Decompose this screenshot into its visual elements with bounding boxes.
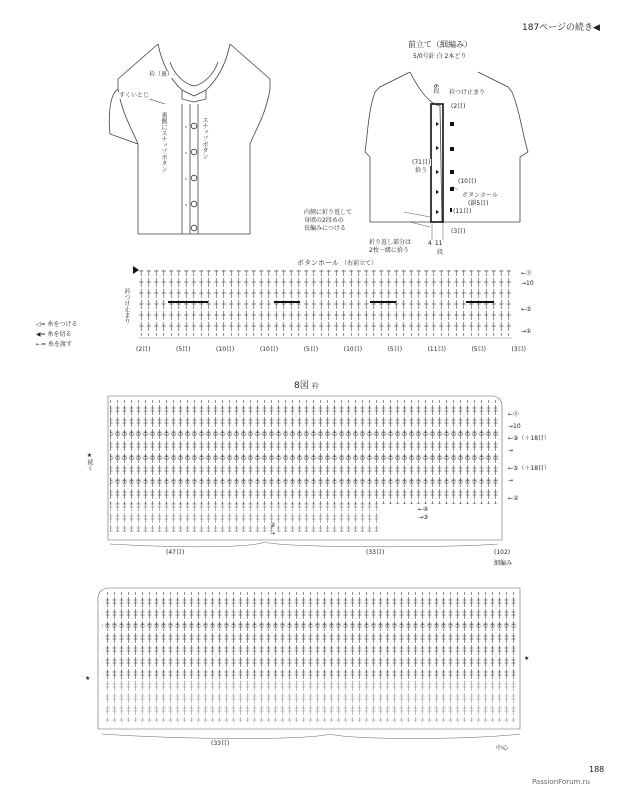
fb-bottom-11: 11 [434, 240, 443, 247]
front-band-diagram [340, 62, 540, 252]
fig8b-left-marker: ★ [85, 675, 91, 682]
bh-right-rows [521, 270, 534, 335]
cut-yarn-icon: ◀ [36, 331, 41, 338]
fig8-inner-rows [418, 506, 428, 521]
fb-rows71-1: (71目) [412, 159, 431, 166]
legend-attach [36, 321, 78, 328]
fig8-bottom-right: (102) [494, 549, 511, 556]
fb-buttonhole-1: ボタンホール [462, 192, 498, 199]
fb-rows71-2: 拾う [415, 167, 428, 174]
bh-row-10: →10 [521, 280, 534, 287]
fb-bottom-4: 4 [428, 240, 432, 247]
fig8-segment-47: (47目) [166, 549, 185, 556]
figure8-title [294, 378, 319, 391]
fb-start-label: 衿つけ止まり [449, 89, 486, 96]
bh-seg: (3目) [511, 346, 526, 353]
fb-overlap-2: 2枚一緒に拾う [369, 247, 409, 254]
fb-row11: (11目) [453, 208, 472, 215]
fb-overlap-1: 折り返し部分は [369, 239, 412, 246]
bh-seg: (10目) [343, 346, 363, 353]
vest-diagram [100, 34, 280, 244]
buttonhole-note: （右前立て） [341, 260, 378, 267]
continued-header [522, 24, 600, 32]
fig8-row: ←⑨（＋18目） [508, 435, 551, 442]
fig8-inner-rows-2 [270, 522, 275, 537]
buttonhole-title-text: ボタンホール [297, 259, 339, 267]
bh-seg: (5目) [303, 346, 319, 353]
fig8-segment-33: (33目) [366, 549, 385, 556]
collar-chart [100, 392, 515, 552]
carry-yarn-icon: ⇠ [36, 341, 42, 348]
scoop-label: すくいとじ [119, 92, 150, 99]
hook-size: 5/0号針 [413, 53, 435, 60]
fb-bottom-counts [428, 240, 442, 247]
bh-left-vertical: 衿つけ止まり [123, 288, 130, 324]
fig8-right-rows [508, 411, 550, 502]
fig8-inner-row: → [270, 530, 276, 537]
fig8-row: ←② [508, 495, 519, 502]
bh-row-1: →① [521, 328, 532, 335]
legend [36, 321, 78, 348]
fig8b-bottom-segment: (33目) [211, 740, 230, 747]
bh-seg: (5目) [387, 346, 403, 353]
snap-front-label: スナップボタン [201, 117, 208, 159]
figure8-subtitle: 衿 [311, 382, 319, 390]
fig8-left-side: ★続く [86, 452, 93, 471]
buttonhole-chart [130, 266, 525, 346]
bh-seg: (10目) [216, 346, 235, 353]
fb-row3: (3目) [451, 228, 466, 235]
fig8-inner-row: →③ [418, 514, 429, 521]
front-band-title: 前立て（細編み） [408, 40, 472, 49]
fig8-row: →10 [508, 423, 521, 430]
front-band-tools [413, 53, 466, 60]
bh-seg: (10目) [259, 346, 279, 353]
snap-back-label: 裏側にスナップボタン [160, 112, 167, 172]
fb-fold-2: 身頃の2段めの [304, 217, 344, 224]
bh-seg: (2目) [136, 346, 151, 353]
fb-row2: (2目) [451, 103, 466, 110]
legend-text: = 糸を切る [40, 331, 72, 338]
fb-fold-3: 長編みにつける [304, 225, 346, 232]
fig8-row: ←⑤（＋18目） [508, 465, 551, 472]
fb-row10: (10目) [458, 178, 477, 185]
bh-row-5: ←⑤ [521, 306, 532, 313]
fb-buttonhole-2: (鎖5目) [468, 200, 489, 207]
collar-chart-lower [90, 584, 530, 744]
bh-seg: (5目) [176, 346, 191, 353]
watermark: PassionForum.ru [532, 778, 590, 786]
attach-yarn-icon: ◁ [36, 321, 41, 328]
fig8b-center: 中心 [496, 745, 509, 752]
collar-label: 衿（裏） [149, 71, 174, 78]
bh-seg: (5目) [471, 346, 486, 353]
continued-text: 187ページの続き [522, 23, 593, 33]
fig8-bottom-right2: 細編み [494, 560, 513, 567]
fb-bottom-dan: 段 [437, 249, 444, 256]
fb-rows-6: 6段 [432, 84, 439, 94]
fig8-row: → [508, 477, 514, 484]
fig8b-right-marker: ★ [524, 655, 530, 662]
fig8-inner-row: ② [270, 522, 276, 529]
legend-text: = 糸を渡す [41, 341, 72, 348]
legend-text: = 糸をつける [40, 321, 78, 328]
fig8-row: ←⑪ [508, 411, 520, 418]
left-arrow-icon: ◀ [593, 23, 600, 33]
fig8-row: → [508, 447, 514, 454]
bh-seg: (11目) [427, 346, 446, 353]
figure8-number: 8図 [294, 381, 309, 391]
fig8-inner-row: ←④ [418, 506, 429, 513]
page-number: 188 [589, 765, 605, 774]
legend-cut [36, 331, 78, 338]
bh-row-11: ←⑪ [521, 270, 533, 277]
legend-carry [36, 341, 78, 348]
fb-fold-1: 内側に折り返して [304, 209, 353, 216]
yarn-info: 白 2本どり [436, 53, 467, 60]
bh-segments [136, 346, 526, 353]
